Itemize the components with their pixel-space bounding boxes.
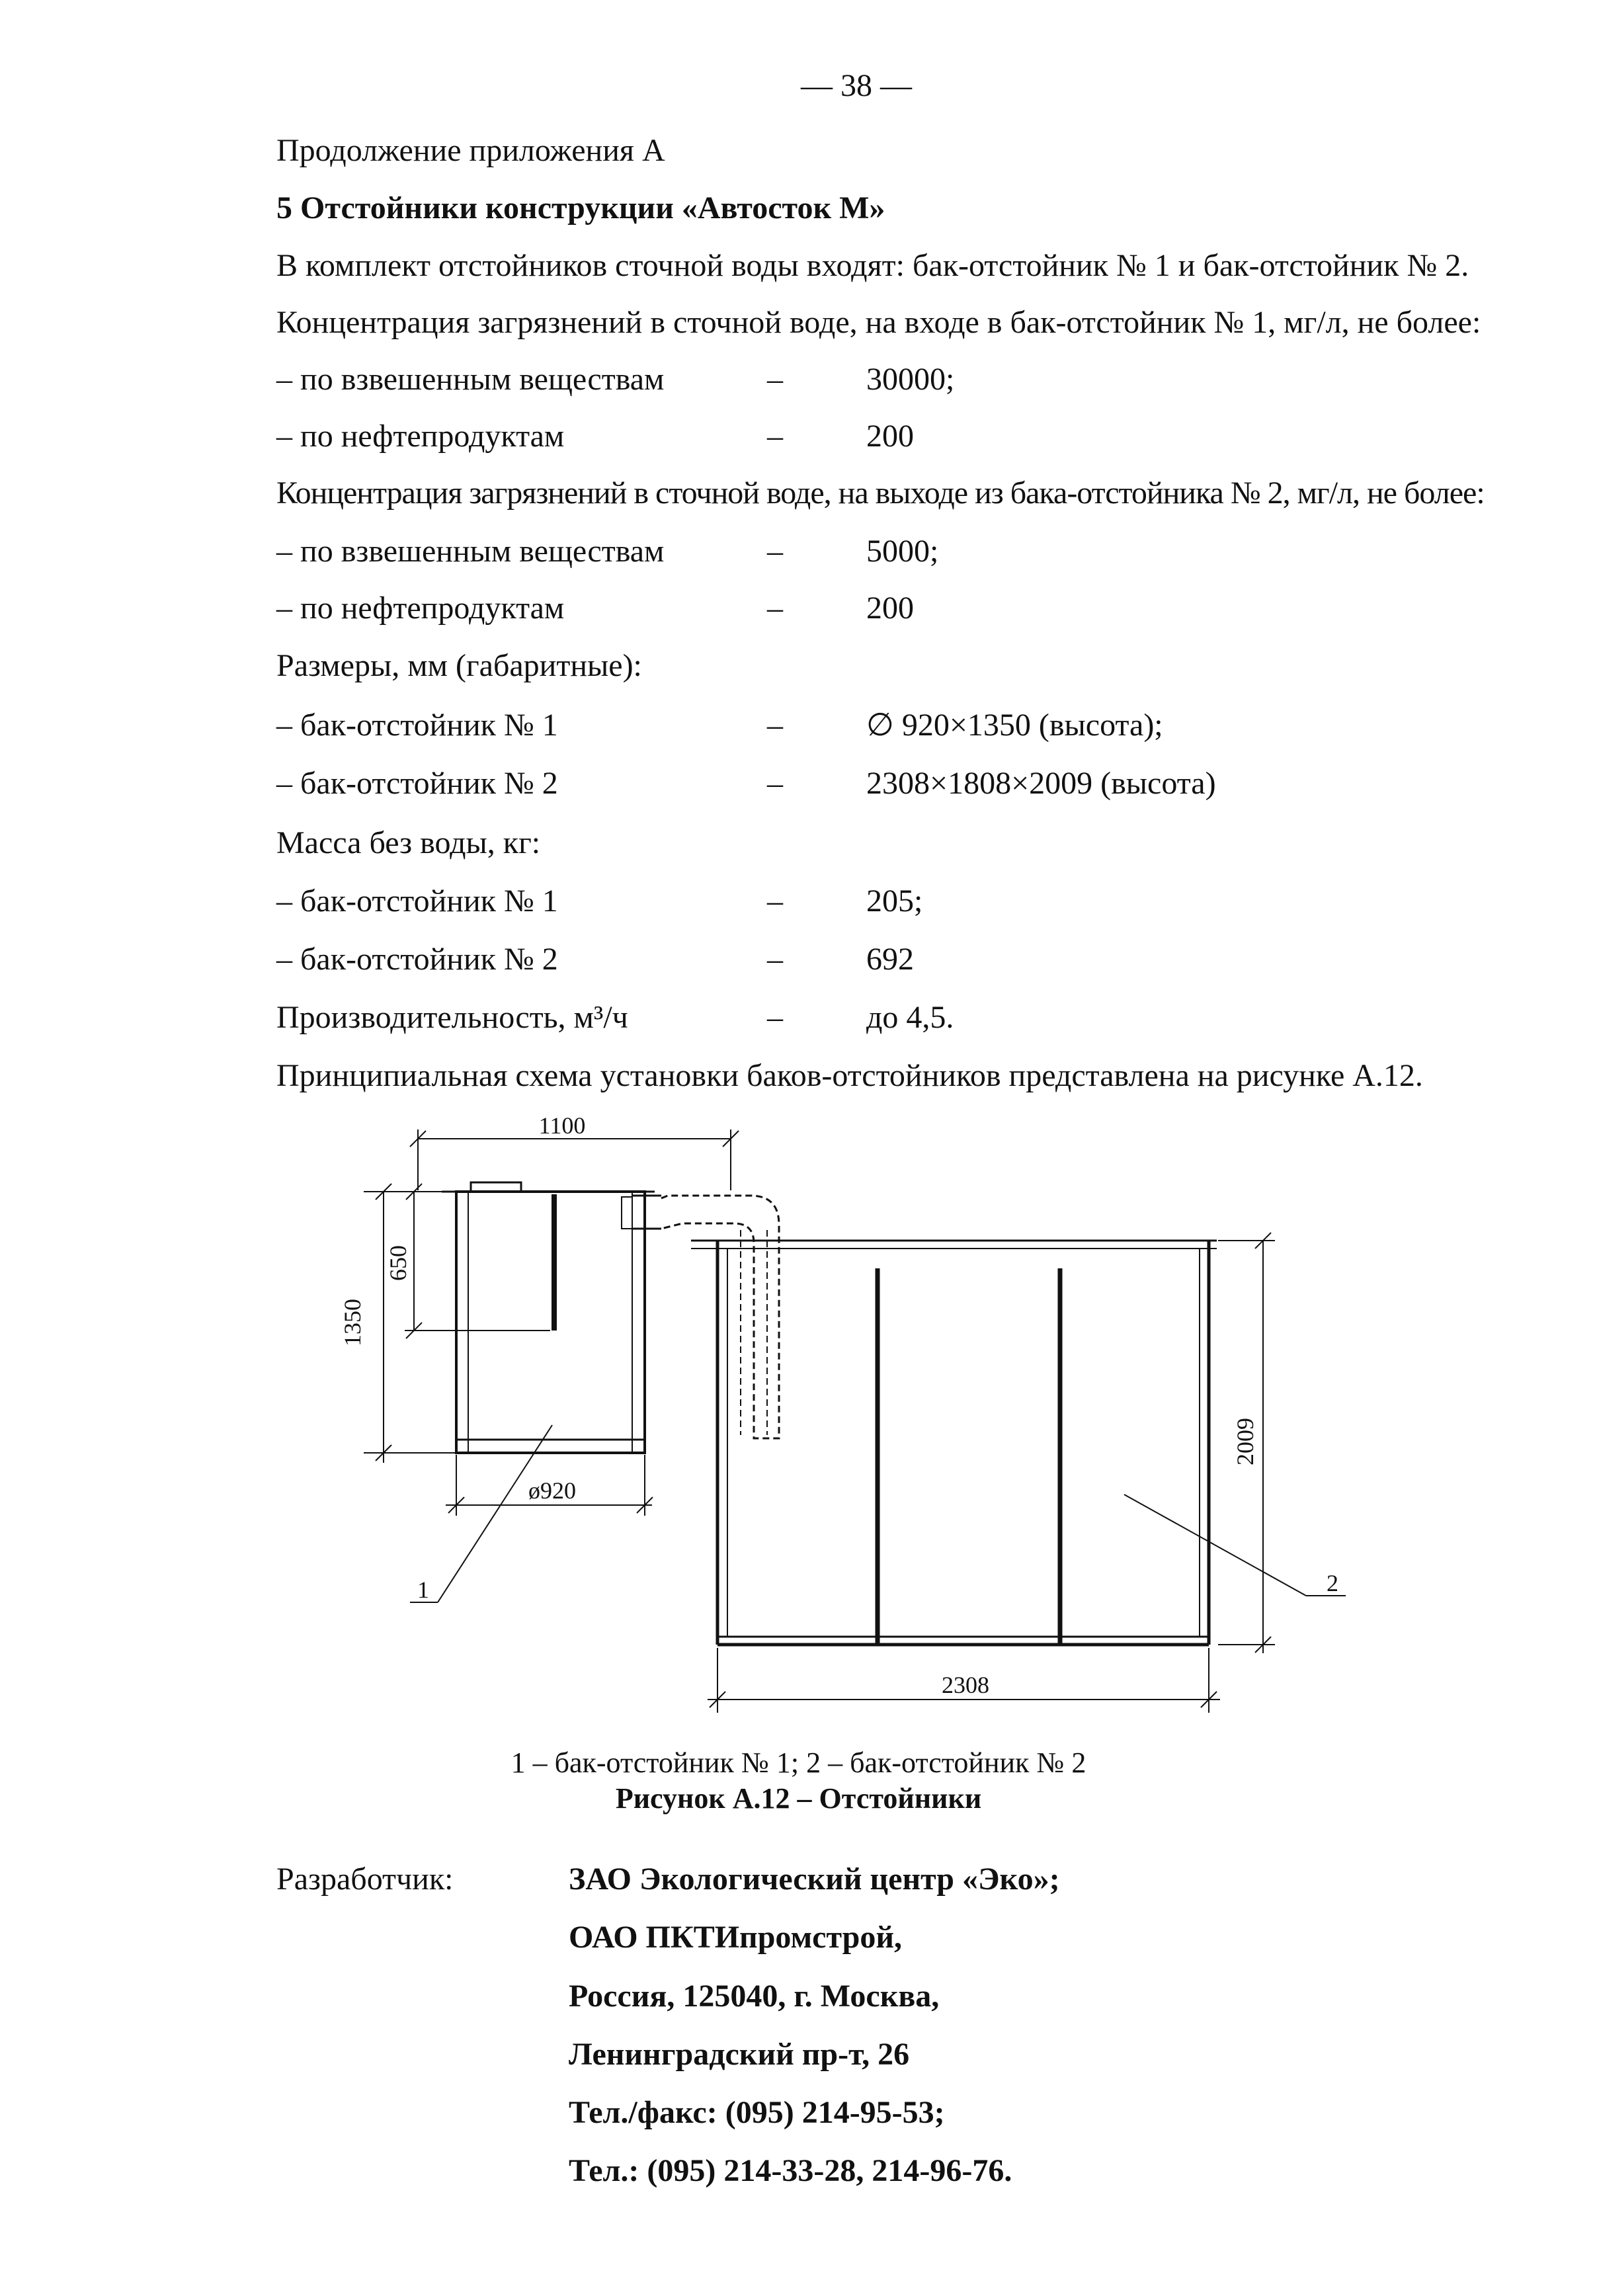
figure-legend: 1 – бак-отстойник № 1; 2 – бак-отстойник № 2 xyxy=(511,1746,1086,1779)
developer-line: Тел.: (095) 214-33-28, 214-96-76. xyxy=(569,2153,1012,2188)
dimension-lines xyxy=(364,1129,1346,1713)
dimensions-row-value: 2308×1808×2009 (высота) xyxy=(866,766,1216,801)
dimensions-row-dash: – xyxy=(767,708,783,743)
inlet-row-label: – по нефтепродуктам xyxy=(276,419,565,454)
mass-row-value: 692 xyxy=(866,942,914,977)
label-tank-2: 2 xyxy=(1327,1570,1338,1596)
label-tank-1: 1 xyxy=(417,1577,429,1603)
inlet-row-value: 200 xyxy=(866,419,914,454)
inlet-row-value: 30000; xyxy=(866,362,955,397)
developer-label: Разработчик: xyxy=(276,1862,454,1897)
dim-2308: 2308 xyxy=(942,1672,989,1698)
developer-line: ОАО ПКТИпромстрой, xyxy=(569,1920,902,1955)
developer-line: Ленинградский пр-т, 26 xyxy=(569,2037,910,2072)
continuation-note: Продолжение приложения А xyxy=(276,133,665,168)
developer-line: Тел./факс: (095) 214-95-53; xyxy=(569,2095,945,2130)
mass-row-label: – бак-отстойник № 1 xyxy=(276,883,558,919)
page-number: — 38 — xyxy=(801,68,912,103)
capacity-dash: – xyxy=(767,1000,783,1035)
mass-heading: Масса без воды, кг: xyxy=(276,825,541,860)
dimensions-row-value: ∅ 920×1350 (высота); xyxy=(866,708,1163,743)
outlet-row-value: 200 xyxy=(866,591,914,626)
tank-2-body xyxy=(691,1241,1217,1645)
dim-920: ø920 xyxy=(528,1477,576,1504)
inlet-row-dash: – xyxy=(767,419,783,454)
capacity-value: до 4,5. xyxy=(866,1000,954,1035)
intro-paragraph: В комплект отстойников сточной воды входят: бак-отстойник № 1 и бак-отстойник № 2. xyxy=(276,248,1469,283)
developer-line: Россия, 125040, г. Москва, xyxy=(569,1979,940,2014)
dim-650: 650 xyxy=(385,1245,411,1281)
tank-1-body xyxy=(442,1182,655,1453)
dimensions-row-label: – бак-отстойник № 2 xyxy=(276,766,558,801)
outlet-heading: Концентрация загрязнений в сточной воде, на выходе из бака-отстойника № 2, мг/л, не более: xyxy=(276,475,1485,511)
mass-row-dash: – xyxy=(767,942,783,977)
inlet-row-dash: – xyxy=(767,362,783,397)
dimensions-row-label: – бак-отстойник № 1 xyxy=(276,708,558,743)
outlet-row-value: 5000; xyxy=(866,534,939,569)
mass-row-value: 205; xyxy=(866,883,923,919)
dim-1100: 1100 xyxy=(538,1112,586,1139)
figure-reference: Принципиальная схема установки баков-отстойников представлена на рисунке А.12. xyxy=(276,1058,1423,1093)
outlet-row-dash: – xyxy=(767,591,783,626)
dim-1350: 1350 xyxy=(339,1299,366,1346)
inlet-heading: Концентрация загрязнений в сточной воде, на входе в бак-отстойник № 1, мг/л, не более: xyxy=(276,305,1481,340)
section-title: 5 Отстойники конструкции «Автосток М» xyxy=(276,190,885,226)
dim-2009: 2009 xyxy=(1232,1418,1258,1465)
inlet-row-label: – по взвешенным веществам xyxy=(276,362,665,397)
figure-caption: Рисунок А.12 – Отстойники xyxy=(615,1782,982,1815)
developer-line: ЗАО Экологический центр «Эко»; xyxy=(569,1862,1060,1897)
capacity-label: Производительность, м³/ч xyxy=(276,1000,628,1035)
dimensions-row-dash: – xyxy=(767,766,783,801)
outlet-row-dash: – xyxy=(767,534,783,569)
dimensions-heading: Размеры, мм (габаритные): xyxy=(276,648,642,683)
outlet-row-label: – по взвешенным веществам xyxy=(276,534,665,569)
mass-row-label: – бак-отстойник № 2 xyxy=(276,942,558,977)
outlet-row-label: – по нефтепродуктам xyxy=(276,591,565,626)
mass-row-dash: – xyxy=(767,883,783,919)
